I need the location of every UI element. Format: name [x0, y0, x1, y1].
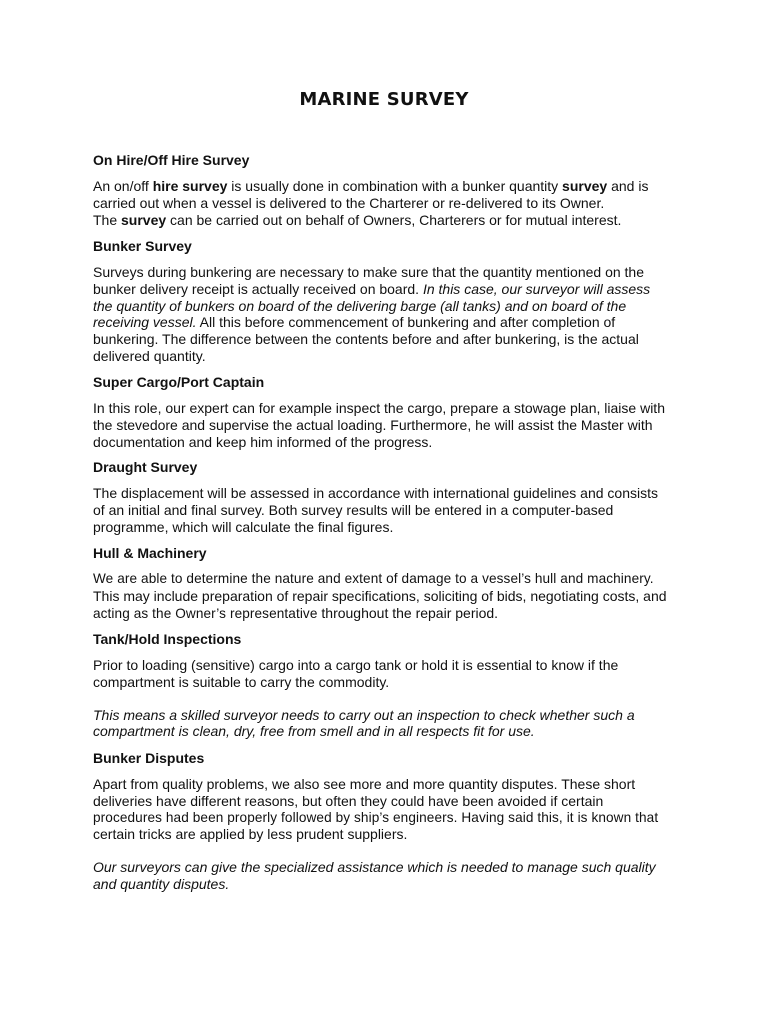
text-line: delivered quantity. — [93, 347, 206, 364]
section-super-cargo — [93, 374, 693, 450]
text-run: and is — [607, 178, 649, 194]
section-body — [93, 571, 693, 622]
text-run: bunker delivery receipt is actually received on board. — [93, 280, 423, 297]
section-body — [93, 776, 693, 843]
section-body — [93, 178, 693, 228]
text-run: can be carried out on behalf of Owners, Charterers or for mutual interest. — [166, 211, 622, 228]
text-line: In this role, our expert can for example inspect the cargo, prepare a stowage plan, liaise with — [93, 400, 665, 416]
page-title: MARINE SURVEY — [299, 89, 469, 110]
text-line: We are able to determine the nature and extent of damage to a vessel’s hull and machinery. — [93, 571, 654, 586]
text-run: is usually done in combination with a bunker quantity — [227, 178, 563, 194]
section-body — [93, 400, 693, 450]
bold-text: survey — [562, 178, 608, 194]
text-line: certain tricks are applied by less prudent suppliers. — [93, 826, 408, 843]
text-run: An on/off — [93, 178, 153, 194]
section-bunker-survey — [93, 238, 693, 365]
text-line: Apart from quality problems, we also see more and more quantity disputes. These short — [93, 776, 636, 792]
italic-text: In this case, our surveyor will assess — [422, 280, 651, 297]
section-body-italic — [93, 707, 693, 741]
section-heading: Bunker Disputes — [93, 750, 205, 766]
text-line: documentation and keep him informed of the progress. — [93, 433, 433, 450]
text-run: All this before commencement of bunkering and after completion of — [196, 314, 616, 331]
italic-text: This means a skilled surveyor needs to carry out an inspection to check whether such a — [93, 706, 635, 723]
text-line: bunkering. The difference between the contents before and after bunkering, is the actual — [93, 331, 639, 348]
section-heading: Bunker Survey — [93, 238, 192, 254]
text-line: compartment is suitable to carry the commodity. — [93, 673, 390, 690]
italic-text: and quantity disputes. — [93, 875, 230, 892]
text-line: deliveries have different reasons, but often they could have been avoided if certain — [93, 792, 604, 809]
text-line: The displacement will be assessed in accordance with international guidelines and consists — [93, 485, 658, 501]
section-body-italic — [93, 859, 693, 893]
section-heading: On Hire/Off Hire Survey — [93, 152, 250, 168]
section-draught-survey — [93, 459, 693, 535]
section-heading: Super Cargo/Port Captain — [93, 374, 265, 390]
italic-text: receiving vessel. — [93, 314, 197, 331]
section-heading: Tank/Hold Inspections — [93, 631, 242, 647]
bold-text: survey — [121, 211, 167, 228]
text-line: procedures had been properly followed by ship’s engineers. Having said this, it is known that — [93, 809, 659, 825]
section-bunker-disputes — [93, 750, 693, 893]
section-heading: Draught Survey — [93, 459, 198, 475]
section-hire-survey — [93, 152, 693, 228]
italic-text: compartment is clean, dry, free from smell and in all respects fit for use. — [93, 723, 535, 740]
section-tank-hold-inspections — [93, 631, 693, 740]
text-line: This may include preparation of repair specifications, soliciting of bids, negotiating costs, and — [93, 587, 667, 604]
text-run: throughout the repair period. — [317, 604, 499, 621]
text-line: carried out when a vessel is delivered to the Charterer or re-delivered to its Owner. — [93, 194, 605, 211]
text-line: the stevedore and supervise the actual loading. Furthermore, he will assist the Master with — [93, 416, 653, 433]
section-body — [93, 657, 693, 691]
document-page — [93, 0, 693, 1024]
section-heading: Hull & Machinery — [93, 545, 207, 561]
bold-text: hire survey — [152, 178, 228, 194]
section-body — [93, 485, 693, 535]
italic-text: Our surveyors can give the specialized assistance which is needed to manage such quality — [93, 859, 656, 876]
text-line: programme, which will calculate the final figures. — [93, 518, 394, 535]
section-hull-machinery — [93, 545, 693, 622]
text-line: Surveys during bunkering are necessary to make sure that the quantity mentioned on the — [93, 264, 644, 280]
text-line: of an initial and final survey. Both survey results will be entered in a computer-based — [93, 501, 614, 518]
text-line: Prior to loading (sensitive) cargo into a cargo tank or hold it is essential to know if the — [93, 657, 619, 673]
text-run: acting as the Owner’s representative — [93, 605, 318, 621]
italic-text: the quantity of bunkers on board of the delivering barge (all tanks) and on board of the — [93, 297, 627, 314]
text-run: The — [93, 211, 122, 228]
section-body — [93, 264, 693, 365]
